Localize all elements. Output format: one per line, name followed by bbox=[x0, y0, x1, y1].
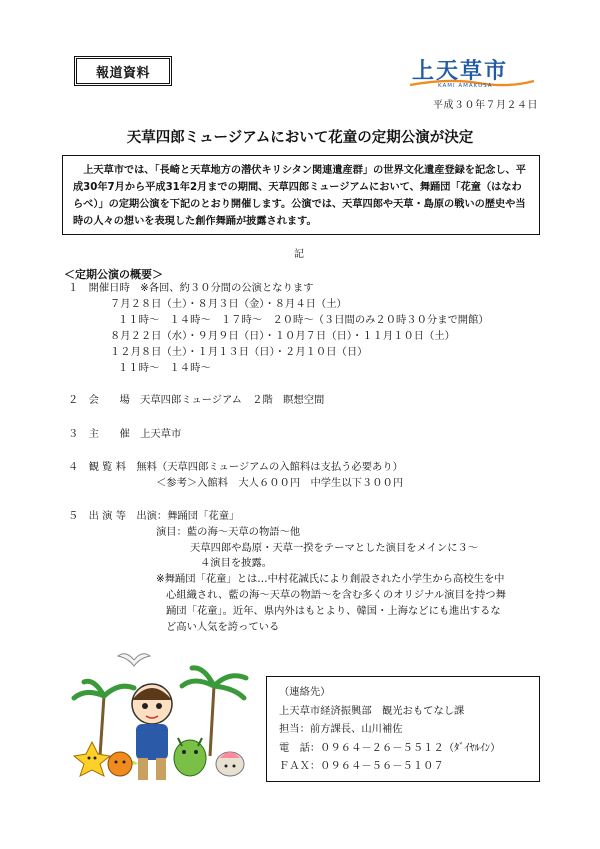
section-heading: ＜定期公演の概要＞ bbox=[64, 268, 163, 281]
logo-subtitle: KAMI AMAKUSA bbox=[438, 83, 493, 89]
item-dates-heading: １ 開催日時 ※各回、約３０分間の公演となります bbox=[68, 282, 314, 294]
schedule-line: ８月２２日（水）・９月９日（日）・１０月７日（日）・１１月１０日（土） bbox=[110, 330, 455, 342]
schedule-line: １１時～ １４時～ bbox=[118, 362, 211, 374]
contact-department: 上天草市経済振興部 観光おもてなし課 bbox=[279, 704, 465, 717]
program-line: 演目：藍の海～天草の物語～他 bbox=[156, 526, 301, 538]
contact-phone: 電 話：０９６４－２６－５５１２（ﾀﾞｲﾔﾙｲﾝ） bbox=[279, 741, 501, 754]
release-date: 平成３０年７月２４日 bbox=[433, 100, 538, 111]
contact-box bbox=[266, 676, 540, 782]
item-admission: ４ 観 覧 料 無料（天草四郎ミュージアムの入館料は支払う必要あり） bbox=[68, 461, 403, 473]
troupe-note-line: ※舞踊団「花童」とは…中村花誠氏により創設された小学生から高校生を中 bbox=[156, 573, 505, 585]
mascot-illustration bbox=[64, 646, 260, 790]
program-line: 天草四郎や島原・天草一揆をテーマとした演目をメインに３～ bbox=[190, 542, 479, 554]
troupe-note-line: 踊団「花童」。近年、県内外はもとより、韓国・上海などにも進出するな bbox=[166, 605, 501, 617]
document-title: 天草四郎ミュージアムにおいて花童の定期公演が決定 bbox=[126, 130, 474, 146]
contact-fax: ＦＡＸ：０９６４－５６－５１０７ bbox=[279, 760, 444, 772]
logo-text: 上天草市 bbox=[412, 58, 509, 84]
ki-marker: 記 bbox=[294, 249, 304, 260]
city-logo bbox=[408, 54, 536, 94]
press-release-label: 報道資料 bbox=[74, 56, 172, 86]
troupe-note-line: 心組織され、藍の海～天草の物語～を含む多くのオリジナル演目を持つ舞 bbox=[166, 589, 506, 601]
schedule-line: ７月２８日（土）・８月３日（金）・８月４日（土） bbox=[110, 298, 347, 310]
item-organizer: ３ 主 催 上天草市 bbox=[68, 428, 182, 440]
schedule-line: １１時～ １４時～ １７時～ ２０時～（３日間のみ２０時３０分まで開館） bbox=[118, 314, 489, 326]
item-venue: ２ 会 場 天草四郎ミュージアム ２階 瞑想空間 bbox=[68, 394, 325, 406]
contact-person: 担当：前方課長、山川補佐 bbox=[279, 723, 403, 735]
troupe-note-line: ど高い人気を誇っている bbox=[166, 621, 280, 633]
item-performers: ５ 出 演 等 出演：舞踊団「花童」 bbox=[68, 510, 240, 522]
schedule-line: １２月８日（土）・１月１３日（日）・２月１０日（日） bbox=[110, 346, 368, 358]
admission-reference: ＜参考＞入館料 大人６００円 中学生以下３００円 bbox=[156, 477, 404, 489]
program-line: ４演目を披露。 bbox=[200, 557, 273, 569]
summary-box: 上天草市では、「長崎と天草地方の潜伏キリシタン関連遺産群」の世界文化遺産登録を記念し、平成30年7月から平成31年2月までの期間、天草四郎ミュージアムにおいて、舞踊団「花童（はなわらべ）」の定期公演を下記のとおり開催します。公演では、天草四郎や天草・島原の戦いの歴史や当時の人々の想いを表現した創作舞踊が披露されます。 bbox=[62, 155, 540, 235]
contact-heading: （連絡先） bbox=[279, 686, 331, 698]
